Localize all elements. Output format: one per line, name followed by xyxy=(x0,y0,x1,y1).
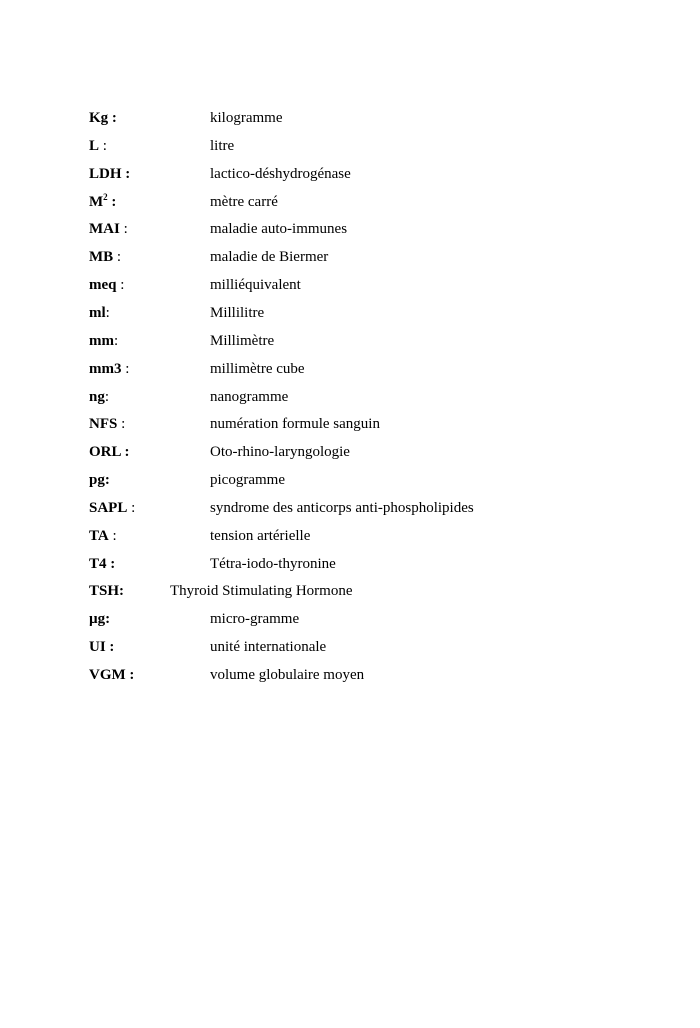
term-separator: : xyxy=(105,639,115,656)
abbreviation-term xyxy=(89,444,129,461)
abbreviation-definition: kilogramme xyxy=(210,110,283,126)
abbreviation-definition: picogramme xyxy=(210,472,285,489)
term-separator: : xyxy=(104,388,110,405)
abbreviation-definition: micro-gramme xyxy=(210,611,300,628)
term-separator: : xyxy=(120,444,130,461)
abbreviation-row xyxy=(89,191,649,216)
term-separator: : xyxy=(125,667,135,683)
abbreviation-row xyxy=(89,389,649,411)
abbreviation-term xyxy=(89,110,117,127)
abbreviation-row xyxy=(89,361,649,383)
term-text: L xyxy=(89,137,100,154)
abbreviation-term xyxy=(89,138,107,155)
term-text: mm3 xyxy=(89,360,122,377)
abbreviation-row xyxy=(89,444,649,466)
abbreviation-term xyxy=(89,221,128,238)
term-separator: : xyxy=(105,611,111,628)
term-text: SAPL xyxy=(89,499,128,516)
term-text: NFS xyxy=(89,416,118,433)
term-separator: : xyxy=(114,332,119,349)
term-text: Kg xyxy=(89,110,109,126)
term-separator: : xyxy=(106,555,116,572)
term-text: M xyxy=(89,193,104,210)
term-text: ORL xyxy=(89,444,121,461)
abbreviation-row xyxy=(89,221,649,243)
abbreviation-term xyxy=(89,277,124,294)
abbreviation-row xyxy=(89,110,649,132)
term-text: UI xyxy=(89,639,106,656)
abbreviation-term xyxy=(89,556,115,573)
abbreviation-definition: syndrome des anticorps anti-phospholipides xyxy=(210,499,474,516)
abbreviation-row xyxy=(89,667,649,689)
term-separator: : xyxy=(121,360,130,377)
abbreviation-term xyxy=(89,416,125,433)
abbreviation-term xyxy=(89,472,110,489)
term-text: TA xyxy=(89,527,109,544)
abbreviation-definition: Millimètre xyxy=(210,332,275,349)
abbreviation-row xyxy=(89,305,649,327)
term-separator: : xyxy=(99,137,107,154)
abbreviation-definition: Thyroid Stimulating Hormone xyxy=(170,583,353,600)
abbreviation-row xyxy=(89,611,649,633)
abbreviation-row xyxy=(89,333,649,355)
abbreviation-row xyxy=(89,583,649,605)
term-separator: : xyxy=(104,472,110,489)
abbreviation-term xyxy=(89,583,124,600)
term-text: meq xyxy=(89,277,117,294)
term-text: TSH xyxy=(89,583,120,600)
term-separator: : xyxy=(119,221,128,238)
term-text: µg xyxy=(89,611,106,628)
term-text: pg xyxy=(89,472,105,489)
abbreviation-definition: millimètre cube xyxy=(210,360,305,377)
abbreviation-definition: Millilitre xyxy=(210,304,265,321)
abbreviation-definition: mètre carré xyxy=(210,193,278,210)
abbreviation-row xyxy=(89,416,649,438)
term-separator: : xyxy=(119,583,125,600)
term-text: MAI xyxy=(89,221,120,238)
abbreviation-term xyxy=(89,166,130,183)
abbreviation-definition: litre xyxy=(210,137,235,154)
abbreviation-row xyxy=(89,472,649,494)
term-text: T4 xyxy=(89,555,107,572)
abbreviation-definition: milliéquivalent xyxy=(210,277,301,294)
abbreviation-term xyxy=(89,305,110,322)
term-separator: : xyxy=(105,304,110,321)
term-separator: : xyxy=(107,193,117,210)
abbreviation-row xyxy=(89,138,649,160)
term-separator: : xyxy=(127,499,136,516)
term-separator: : xyxy=(108,527,117,544)
abbreviation-term xyxy=(89,611,110,628)
term-text: LDH xyxy=(89,165,122,182)
abbreviation-row xyxy=(89,249,649,271)
abbreviation-definition: numération formule sanguin xyxy=(210,416,380,433)
abbreviation-row xyxy=(89,556,649,578)
abbreviation-definition: unité internationale xyxy=(210,639,327,656)
term-text: ml xyxy=(89,304,106,321)
abbreviation-definition: lactico-déshydrogénase xyxy=(210,165,351,182)
term-separator: : xyxy=(108,110,117,126)
term-text: MB xyxy=(89,249,114,266)
abbreviation-definition: maladie de Biermer xyxy=(210,249,329,266)
abbreviation-definition: Tétra-iodo-thyronine xyxy=(210,555,336,572)
abbreviation-term xyxy=(89,249,121,266)
abbreviation-term xyxy=(89,500,135,517)
term-separator: : xyxy=(116,277,125,294)
term-separator: : xyxy=(121,165,131,182)
abbreviation-term xyxy=(89,639,114,656)
abbreviation-definition: tension artérielle xyxy=(210,527,311,544)
term-text: ng xyxy=(89,388,105,405)
abbreviation-row xyxy=(89,166,649,188)
abbreviation-term xyxy=(89,361,129,378)
abbreviation-term xyxy=(89,333,118,350)
term-text: mm xyxy=(89,332,114,349)
abbreviation-definition: nanogramme xyxy=(210,388,289,405)
abbreviation-definition: Oto-rhino-laryngologie xyxy=(210,444,350,461)
term-separator: : xyxy=(113,249,122,266)
abbreviation-term xyxy=(89,191,117,211)
abbreviation-row xyxy=(89,277,649,299)
term-text: VGM xyxy=(89,667,126,683)
abbreviation-term xyxy=(89,667,134,684)
abbreviation-row xyxy=(89,639,649,661)
abbreviation-row xyxy=(89,528,649,550)
abbreviation-row xyxy=(89,500,649,522)
abbreviation-definition: maladie auto-immunes xyxy=(210,221,348,238)
term-superscript: 2 xyxy=(103,191,108,202)
abbreviation-term xyxy=(89,528,117,545)
abbreviation-term xyxy=(89,389,109,406)
term-separator: : xyxy=(117,416,126,433)
abbreviation-definition: volume globulaire moyen xyxy=(210,667,365,683)
